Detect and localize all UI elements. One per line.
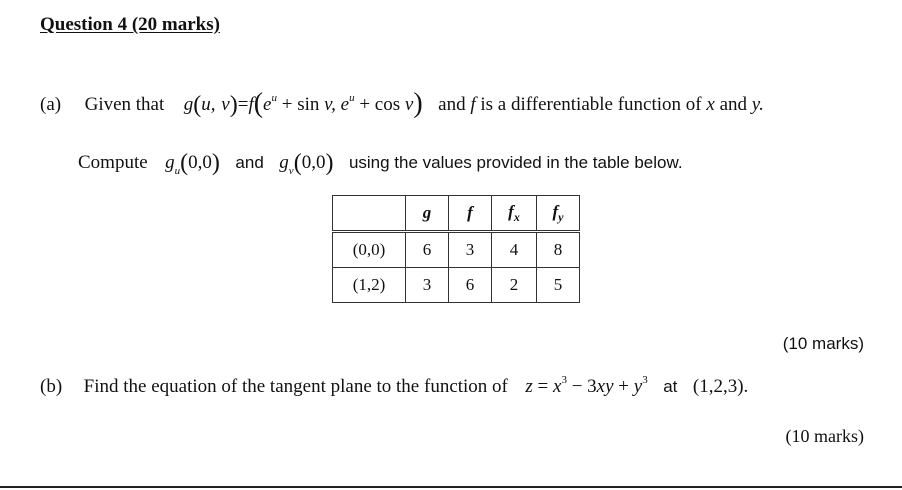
values-table xyxy=(332,195,580,303)
part-b-label: (b) xyxy=(40,376,63,397)
part-a-statement xyxy=(40,88,764,120)
table-cell: 3 xyxy=(406,268,449,303)
table-header-row xyxy=(333,196,580,232)
table-cell-point: (1,2) xyxy=(333,268,406,303)
at-text: at xyxy=(663,377,678,396)
table-header-cell: $f_x$ xyxy=(492,196,537,232)
part-a-label: (a) xyxy=(40,94,62,115)
table-cell-point: (0,0) xyxy=(333,232,406,268)
bottom-divider xyxy=(0,486,902,488)
and-text-3: and xyxy=(235,153,264,172)
f-letter: f xyxy=(470,94,476,115)
part-b-marks: (10 marks) xyxy=(785,426,864,446)
compute-statement xyxy=(78,150,683,177)
g-definition-formula: g(u, $v)=f(e^u + \sin v$, $e^u + \cos v$) xyxy=(183,88,423,119)
table-cell: 3 xyxy=(449,232,492,268)
table-row xyxy=(333,268,580,303)
compute-text: Compute xyxy=(78,152,148,173)
table-header-cell: $f_y$ xyxy=(537,196,580,232)
part-b-text: Find the equation of the tangent plane to the function of xyxy=(83,376,508,397)
table-cell: 6 xyxy=(449,268,492,303)
table-cell: 2 xyxy=(492,268,537,303)
and-text: and xyxy=(438,94,466,115)
y-letter: y. xyxy=(751,94,764,115)
table-header-cell xyxy=(333,196,406,232)
x-letter: x xyxy=(706,94,715,115)
table-header-cell: g xyxy=(406,196,449,232)
differentiable-text: is a differentiable function of xyxy=(480,94,702,115)
z-function-formula: $z = x^3 - 3xy + y^3$ xyxy=(525,374,648,397)
table-cell: 6 xyxy=(406,232,449,268)
using-values-text: using the values provided in the table below. xyxy=(348,153,683,172)
table-header-cell: f xyxy=(449,196,492,232)
tangent-point: (1,2,3) xyxy=(692,376,744,397)
and-text-2: and xyxy=(719,94,747,115)
table-cell: 8 xyxy=(537,232,580,268)
given-that-text: Given that xyxy=(84,94,165,115)
question-title: Question 4 (20 marks) xyxy=(40,14,220,35)
table-cell: 4 xyxy=(492,232,537,268)
part-a-marks: (10 marks) xyxy=(782,334,864,353)
g-v-partial: $g_v(0,0)$ xyxy=(279,150,334,177)
g-u-partial: $g_u(0,0)$ xyxy=(165,150,220,177)
part-b-statement: (b) Find the equation of the tangent plane to the function of $z = x^3 - 3xy + y^3$ at (1,2,3). xyxy=(40,374,749,397)
table-row xyxy=(333,232,580,268)
table-cell: 5 xyxy=(537,268,580,303)
